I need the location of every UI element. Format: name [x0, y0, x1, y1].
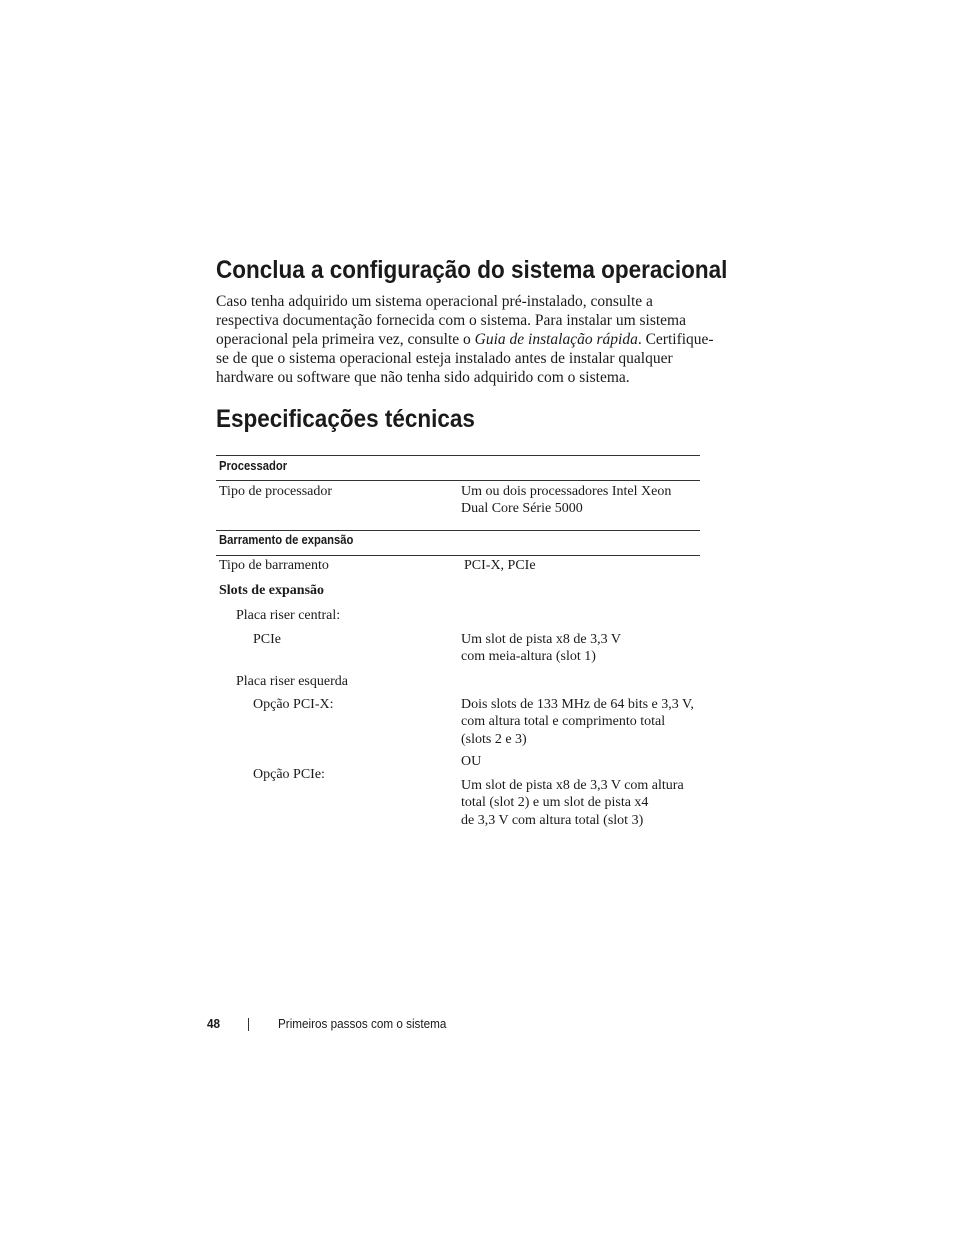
paragraph-line: Caso tenha adquirido um sistema operacional pré-instalado, consulte a [216, 293, 653, 310]
page-number: 48 [207, 1016, 221, 1031]
pcix-option-value [461, 696, 694, 748]
expansion-slots-label: Slots de expansão [219, 583, 325, 598]
value-line: (slots 2 e 3) [461, 731, 527, 747]
table-rule [216, 455, 700, 456]
value-line: Dual Core Série 5000 [461, 501, 583, 517]
paragraph-line: hardware ou software que não tenha sido adquirido com o sistema. [216, 368, 630, 386]
value-line: Um slot de pista x8 de 3,3 V com altura [461, 778, 684, 793]
processor-type-label: Tipo de processador [219, 484, 333, 499]
pcie-option-value [461, 777, 684, 829]
footer-divider [248, 1018, 249, 1031]
processor-section-header: Processador [219, 459, 288, 473]
table-rule [216, 530, 700, 531]
bus-type-value: PCI-X, PCIe [464, 558, 536, 573]
left-riser-label: Placa riser esquerda [236, 674, 348, 689]
pcix-option-label: Opção PCI-X: [253, 697, 334, 712]
guide-title-italic: Guia de instalação rápida [474, 330, 638, 348]
os-setup-paragraph [216, 293, 736, 388]
value-line: total (slot 2) e um slot de pista x4 [461, 795, 649, 811]
pcie-option-label: Opção PCIe: [253, 767, 325, 782]
value-line: de 3,3 V com altura total (slot 3) [461, 812, 644, 828]
processor-type-value [461, 483, 671, 518]
paragraph-line [216, 331, 736, 350]
value-line: com altura total e comprimento total [461, 714, 666, 730]
value-line: Um ou dois processadores Intel Xeon [461, 484, 672, 499]
bus-type-label: Tipo de barramento [219, 558, 329, 573]
center-riser-label: Placa riser central: [236, 608, 341, 623]
paragraph-line: respectiva documentação fornecida com o sistema. Para instalar um sistema [216, 311, 686, 329]
paragraph-text: operacional pela primeira vez, consulte o [216, 330, 475, 348]
footer-chapter-title: Primeiros passos com o sistema [278, 1016, 447, 1031]
table-rule [216, 480, 700, 481]
paragraph-text: . Certifique- [637, 330, 714, 348]
paragraph-line: se de que o sistema operacional esteja instalado antes de instalar qualquer [216, 349, 673, 367]
center-pcie-value [461, 631, 621, 666]
value-line: Dois slots de 133 MHz de 64 bits e 3,3 V, [461, 697, 694, 712]
section-title-os-setup: Conclua a configuração do sistema operacional [216, 256, 728, 284]
value-line: Um slot de pista x8 de 3,3 V [461, 632, 621, 647]
table-rule [216, 555, 700, 556]
bus-section-header: Barramento de expansão [219, 533, 354, 547]
value-line: com meia-altura (slot 1) [461, 649, 596, 665]
or-separator: OU [461, 754, 482, 769]
center-pcie-label: PCIe [253, 632, 281, 647]
section-title-tech-specs: Especificações técnicas [216, 405, 475, 433]
